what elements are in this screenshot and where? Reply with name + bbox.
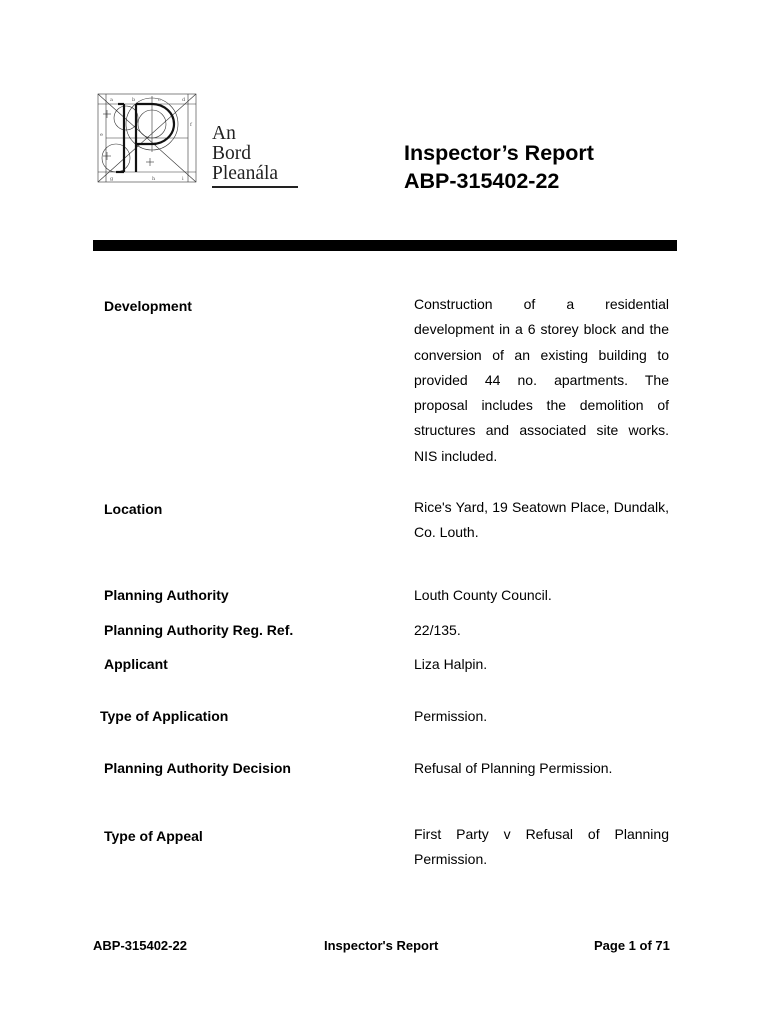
svg-text:f: f <box>190 122 192 128</box>
detail-value: Construction of a residential development in a 6 storey block and the conversion of an existing building to provided 44 no. apartments. The proposal includes the demolition of structures and associated site works. NIS included. <box>414 296 669 464</box>
report-reference: ABP-315402-22 <box>404 169 560 193</box>
header-divider <box>93 240 677 251</box>
detail-label: Type of Appeal <box>104 828 203 844</box>
report-title-block <box>404 139 594 195</box>
detail-label: Planning Authority Reg. Ref. <box>104 622 294 638</box>
detail-label: Planning Authority <box>104 587 229 603</box>
svg-text:g: g <box>110 176 114 182</box>
an-bord-pleanala-logo <box>92 86 302 192</box>
detail-label: Applicant <box>104 656 168 672</box>
logo-underline <box>212 186 298 188</box>
detail-value: First Party v Refusal of Planning Permission. <box>414 826 669 868</box>
detail-value: Permission. <box>414 708 488 724</box>
an-bord-pleanala-logo-icon <box>92 86 212 192</box>
detail-label: Development <box>104 298 192 314</box>
logo-line-bord: Bord <box>212 143 251 164</box>
report-title: Inspector’s Report <box>404 141 594 165</box>
footer-reference: ABP-315402-22 <box>93 938 187 953</box>
svg-text:e: e <box>100 132 103 138</box>
footer-title: Inspector's Report <box>324 938 439 953</box>
detail-label: Type of Application <box>100 708 229 724</box>
svg-text:d: d <box>182 97 186 103</box>
footer-page-number: Page 1 of 71 <box>594 938 670 953</box>
svg-text:b: b <box>132 97 136 103</box>
detail-value: Louth County Council. <box>414 587 552 603</box>
svg-text:a: a <box>110 97 113 103</box>
logo-wordmark <box>212 124 278 184</box>
svg-text:h: h <box>152 176 156 182</box>
detail-label: Planning Authority Decision <box>104 760 291 776</box>
detail-value: Rice's Yard, 19 Seatown Place, Dundalk, Co. Louth. <box>414 499 669 541</box>
detail-label: Location <box>104 501 163 517</box>
detail-value: Refusal of Planning Permission. <box>414 760 613 776</box>
detail-value: Liza Halpin. <box>414 656 488 672</box>
logo-line-an: An <box>212 123 236 144</box>
svg-text:i: i <box>182 176 184 182</box>
detail-value: 22/135. <box>414 622 461 638</box>
svg-text:c: c <box>158 97 161 103</box>
logo-line-pleanala: Pleanála <box>212 163 279 184</box>
